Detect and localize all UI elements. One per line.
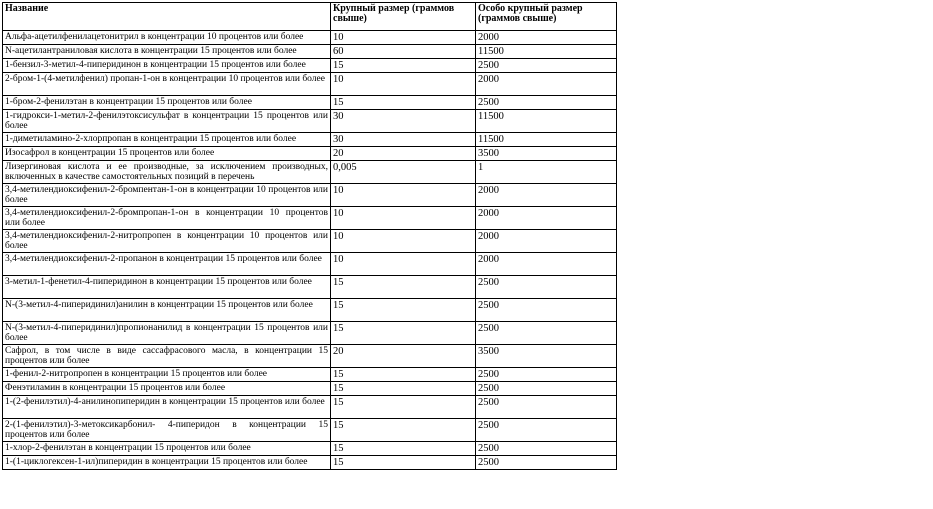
substance-name-cell: 1-(2-фенилэтил)-4-анилинопиперидин в концентрации 15 процентов или более xyxy=(3,396,331,419)
substance-name-cell: Лизергиновая кислота и ее производные, за исключением производных, включенных в качестве самостоятельных позиций в перечень xyxy=(3,161,331,184)
table-row xyxy=(3,59,617,73)
extra-large-size-cell: 2000 xyxy=(476,31,617,45)
large-size-cell: 20 xyxy=(331,147,476,161)
table-row xyxy=(3,368,617,382)
extra-large-size-cell: 2000 xyxy=(476,207,617,230)
substance-name-cell: 1-хлор-2-фенилэтан в концентрации 15 процентов или более xyxy=(3,442,331,456)
substance-name-cell: 3-метил-1-фенетил-4-пиперидинон в концентрации 15 процентов или более xyxy=(3,276,331,299)
table-row xyxy=(3,299,617,322)
substance-name-cell: 3,4-метилендиоксифенил-2-пропанон в концентрации 15 процентов или более xyxy=(3,253,331,276)
extra-large-size-cell: 2000 xyxy=(476,184,617,207)
extra-large-size-cell: 1 xyxy=(476,161,617,184)
extra-large-size-cell: 2500 xyxy=(476,276,617,299)
header-name: Название xyxy=(3,3,331,31)
large-size-cell: 10 xyxy=(331,31,476,45)
extra-large-size-cell: 3500 xyxy=(476,345,617,368)
substance-name-cell: N-(3-метил-4-пиперидинил)анилин в концентрации 15 процентов или более xyxy=(3,299,331,322)
large-size-cell: 15 xyxy=(331,299,476,322)
large-size-cell: 10 xyxy=(331,253,476,276)
table-row xyxy=(3,110,617,133)
table-row xyxy=(3,322,617,345)
large-size-cell: 20 xyxy=(331,345,476,368)
substance-name-cell: 2-(1-фенилэтил)-3-метоксикарбонил- 4-пиперидон в концентрации 15 процентов или более xyxy=(3,419,331,442)
extra-large-size-cell: 11500 xyxy=(476,133,617,147)
substance-name-cell: 1-бром-2-фенилэтан в концентрации 15 процентов или более xyxy=(3,96,331,110)
large-size-cell: 10 xyxy=(331,184,476,207)
table-row xyxy=(3,253,617,276)
large-size-cell: 60 xyxy=(331,45,476,59)
substance-name-cell: Изосафрол в концентрации 15 процентов или более xyxy=(3,147,331,161)
extra-large-size-cell: 2500 xyxy=(476,382,617,396)
extra-large-size-cell: 11500 xyxy=(476,45,617,59)
substance-name-cell: 1-бензил-3-метил-4-пиперидинон в концентрации 15 процентов или более xyxy=(3,59,331,73)
large-size-cell: 30 xyxy=(331,110,476,133)
extra-large-size-cell: 2500 xyxy=(476,322,617,345)
substance-name-cell: 1-диметиламино-2-хлорпропан в концентрации 15 процентов или более xyxy=(3,133,331,147)
table-row xyxy=(3,96,617,110)
table-row xyxy=(3,207,617,230)
extra-large-size-cell: 2000 xyxy=(476,73,617,96)
table-row xyxy=(3,230,617,253)
large-size-cell: 15 xyxy=(331,456,476,470)
substance-name-cell: Альфа-ацетилфенилацетонитрил в концентрации 10 процентов или более xyxy=(3,31,331,45)
table-row xyxy=(3,442,617,456)
substance-name-cell: 2-бром-1-(4-метилфенил) пропан-1-он в концентрации 10 процентов или более xyxy=(3,73,331,96)
table-row xyxy=(3,276,617,299)
extra-large-size-cell: 2500 xyxy=(476,419,617,442)
table-row xyxy=(3,382,617,396)
substances-table xyxy=(2,2,617,470)
extra-large-size-cell: 2500 xyxy=(476,442,617,456)
large-size-cell: 15 xyxy=(331,396,476,419)
extra-large-size-cell: 2000 xyxy=(476,253,617,276)
table-row xyxy=(3,45,617,59)
table-row xyxy=(3,456,617,470)
substance-name-cell: N-ацетилантраниловая кислота в концентрации 15 процентов или более xyxy=(3,45,331,59)
large-size-cell: 10 xyxy=(331,207,476,230)
substance-name-cell: 1-(1-циклогексен-1-ил)пиперидин в концентрации 15 процентов или более xyxy=(3,456,331,470)
table-row xyxy=(3,73,617,96)
large-size-cell: 15 xyxy=(331,368,476,382)
substance-name-cell: 1-гидрокси-1-метил-2-фенилэтоксисульфат в концентрации 15 процентов или более xyxy=(3,110,331,133)
table-row xyxy=(3,161,617,184)
large-size-cell: 30 xyxy=(331,133,476,147)
large-size-cell: 15 xyxy=(331,442,476,456)
large-size-cell: 15 xyxy=(331,96,476,110)
table-row xyxy=(3,184,617,207)
substance-name-cell: Фенэтиламин в концентрации 15 процентов или более xyxy=(3,382,331,396)
extra-large-size-cell: 2000 xyxy=(476,230,617,253)
table-row xyxy=(3,31,617,45)
table-body xyxy=(3,31,617,470)
extra-large-size-cell: 2500 xyxy=(476,456,617,470)
header-large-size: Крупный размер (граммов свыше) xyxy=(331,3,476,31)
header-row xyxy=(3,3,617,31)
table-row xyxy=(3,133,617,147)
large-size-cell: 10 xyxy=(331,230,476,253)
extra-large-size-cell: 11500 xyxy=(476,110,617,133)
substance-name-cell: 1-фенил-2-нитропропен в концентрации 15 процентов или более xyxy=(3,368,331,382)
substance-name-cell: 3,4-метилендиоксифенил-2-бромпентан-1-он в концентрации 10 процентов или более xyxy=(3,184,331,207)
substance-name-cell: 3,4-метилендиоксифенил-2-бромпропан-1-он в концентрации 10 процентов или более xyxy=(3,207,331,230)
substance-name-cell: 3,4-метилендиоксифенил-2-нитропропен в концентрации 10 процентов или более xyxy=(3,230,331,253)
large-size-cell: 10 xyxy=(331,73,476,96)
extra-large-size-cell: 2500 xyxy=(476,96,617,110)
large-size-cell: 15 xyxy=(331,419,476,442)
header-extra-large-size: Особо крупный размер (граммов свыше) xyxy=(476,3,617,31)
table-row xyxy=(3,419,617,442)
extra-large-size-cell: 3500 xyxy=(476,147,617,161)
substance-name-cell: Сафрол, в том числе в виде сассафрасового масла, в концентрации 15 процентов или более xyxy=(3,345,331,368)
large-size-cell: 15 xyxy=(331,382,476,396)
table-row xyxy=(3,147,617,161)
extra-large-size-cell: 2500 xyxy=(476,368,617,382)
extra-large-size-cell: 2500 xyxy=(476,59,617,73)
table-row xyxy=(3,345,617,368)
large-size-cell: 15 xyxy=(331,322,476,345)
large-size-cell: 0,005 xyxy=(331,161,476,184)
extra-large-size-cell: 2500 xyxy=(476,299,617,322)
large-size-cell: 15 xyxy=(331,276,476,299)
extra-large-size-cell: 2500 xyxy=(476,396,617,419)
substance-name-cell: N-(3-метил-4-пиперидинил)пропионанилид в концентрации 15 процентов или более xyxy=(3,322,331,345)
table-row xyxy=(3,396,617,419)
large-size-cell: 15 xyxy=(331,59,476,73)
